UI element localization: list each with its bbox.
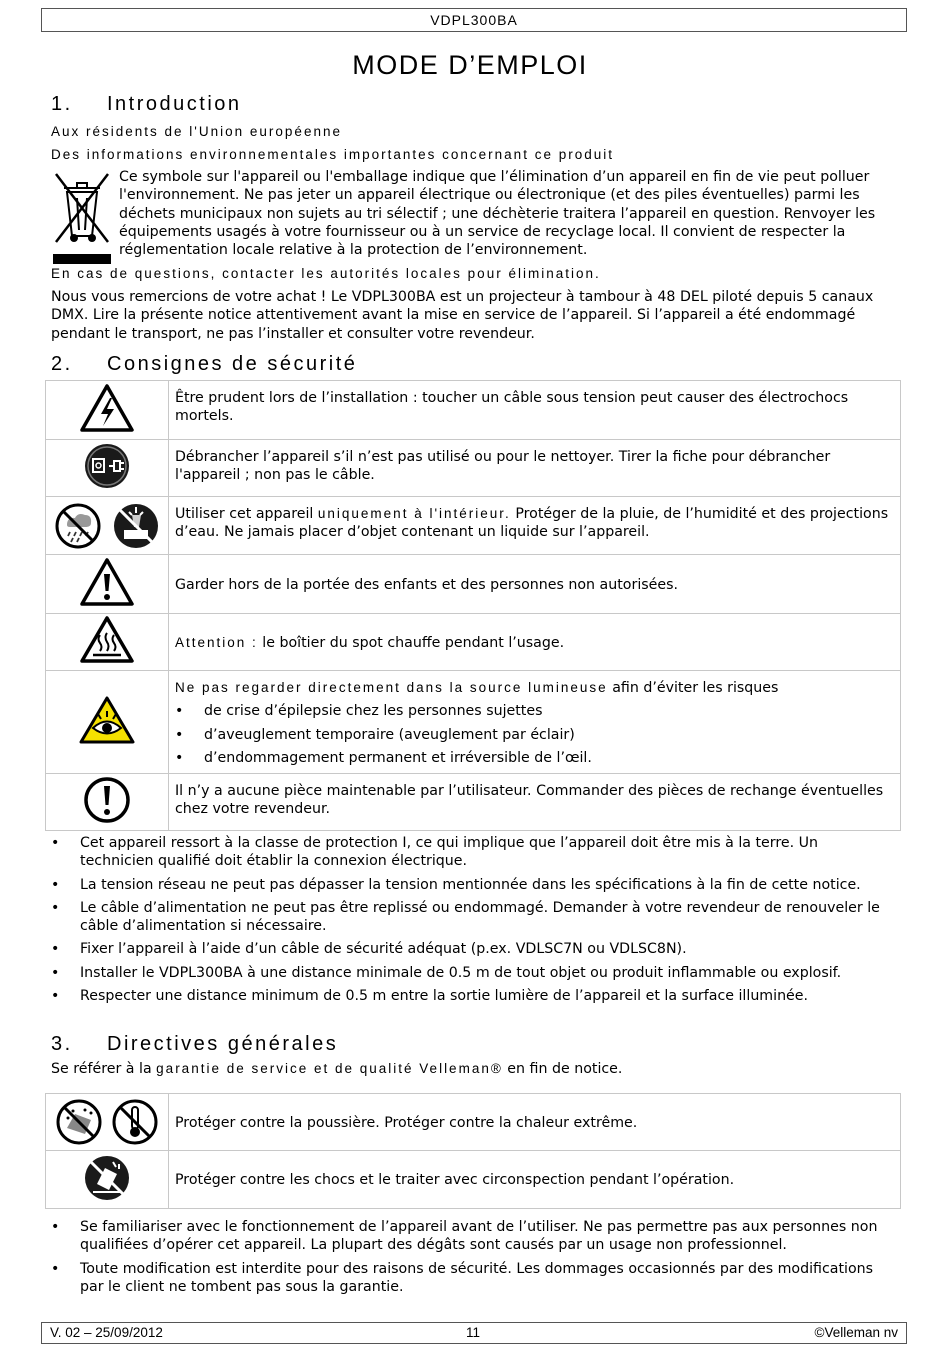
header-model: VDPL300BA: [430, 12, 518, 28]
safety-row: [46, 381, 901, 440]
general-icon-cell: [46, 1094, 169, 1151]
safety-text-part: afin d’éviter les risques: [607, 680, 779, 696]
no-rain-icon: [54, 502, 102, 550]
list-item: • Cet appareil ressort à la classe de protection I, ce qui implique que l’appareil doit être mis à la terre. Un technicien qualifié doit établir la connexion électrique.: [51, 834, 891, 871]
list-item: • Toute modification est interdite pour des raisons de sécurité. Les dommages occasionnés par des modifications par le client ne tombent pas sous la garantie.: [51, 1260, 891, 1297]
safety-icon-cell: [46, 614, 169, 671]
page-header: [41, 8, 907, 32]
safety-row: [46, 671, 901, 774]
waste-disposal-text: Ce symbole sur l'appareil ou l'emballage indique que l’élimination d’un appareil en fin de vie peut polluer l'environnement. Ne pas jeter un appareil électrique ou électronique (et des piles éventuelles) parmi les déchets municipaux non sujets au tri sélectif ; une déchèterie traitera l’appareil en question. Renvoyer les équipements usagés à votre fournisseur ou à un service de recyclage local. Il convient de respecter la réglementation locale relative à la protection de l’environnement.: [119, 169, 876, 259]
safety-text-cell: Garder hors de la portée des enfants et des personnes non autorisées.: [169, 555, 901, 614]
exclamation-circle-icon: [82, 775, 132, 825]
no-liquid-icon: [112, 502, 160, 550]
safety-row: [46, 497, 901, 555]
safety-text-cell: [169, 614, 901, 671]
safety-table: [45, 380, 901, 831]
safety-text-cell: Débrancher l’appareil s’il n’est pas utilisé ou pour le nettoyer. Tirer la fiche pour débrancher l'appareil ; non pas le câble.: [169, 440, 901, 497]
safety-text-cell: Être prudent lors de l’installation : toucher un câble sous tension peut causer des électrochocs mortels.: [169, 381, 901, 440]
safety-text-part: Protéger de la pluie, de l’humidité et des projections d’eau. Ne jamais placer d’objet contenant un liquide sur l’appareil.: [175, 506, 889, 541]
safety-icon-cell: [46, 497, 169, 555]
safety-icon-cell: [46, 774, 169, 831]
list-item: • d’aveuglement temporaire (aveuglement par éclair): [175, 726, 894, 744]
page-title: MODE D’EMPLOI: [352, 50, 588, 80]
no-shock-icon: [83, 1154, 131, 1202]
eye-risk-list: [175, 702, 894, 767]
list-item: • d’endommagement permanent et irréversible de l’œil.: [175, 749, 894, 767]
safety-icon-cell: [46, 671, 169, 774]
no-heat-icon: [111, 1098, 159, 1146]
section-title: Consignes de sécurité: [107, 353, 358, 375]
safety-row: [46, 555, 901, 614]
list-item: • Se familiariser avec le fonctionnement de l’appareil avant de l’utiliser. Ne pas permettre pas aux personnes non qualifiées d’opérer cet appareil. La plupart des dégâts sont causés par un usage non professionnel.: [51, 1218, 891, 1255]
list-item: • de crise d’épilepsie chez les personnes sujettes: [175, 702, 894, 720]
list-item: • La tension réseau ne peut pas dépasser la tension mentionnée dans les spécifications à la fin de cette notice.: [51, 876, 891, 894]
list-item: • Fixer l’appareil à l’aide d’un câble de sécurité adéquat (p.ex. VDLSC7N ou VDLSC8N).: [51, 940, 891, 958]
no-dust-icon: [55, 1098, 103, 1146]
eye-warning-emphasis: Ne pas regarder directement dans la source lumineuse: [175, 680, 608, 695]
safety-text-cell: [169, 497, 901, 555]
safety-text-cell: Il n’y a aucune pièce maintenable par l’utilisateur. Commander des pièces de rechange éventuelles chez votre revendeur.: [169, 774, 901, 831]
section-number: 2.: [51, 353, 73, 375]
general-text-cell: Protéger contre la poussière. Protéger contre la chaleur extrême.: [169, 1094, 901, 1151]
warranty-reference: [51, 1061, 622, 1077]
safety-text-part: le boîtier du spot chauffe pendant l’usage.: [257, 634, 565, 651]
section-title: Introduction: [107, 93, 242, 115]
footer-version: V. 02 – 25/09/2012: [50, 1325, 163, 1340]
safety-icon-cell: [46, 381, 169, 440]
questions-text: En cas de questions, contacter les autorités locales pour élimination.: [51, 266, 601, 281]
section-heading-introduction: [51, 93, 242, 116]
text-part: en fin de notice.: [502, 1061, 623, 1077]
hot-surface-icon: [79, 615, 135, 665]
eye-hazard-icon: [79, 695, 135, 745]
safety-row: [46, 614, 901, 671]
footer-page-number: 11: [466, 1325, 481, 1340]
text-part: Se référer à la: [51, 1061, 157, 1077]
section-number: 1.: [51, 93, 73, 115]
list-item: • Installer le VDPL300BA à une distance minimale de 0.5 m de tout objet ou produit inflammable ou explosif.: [51, 964, 891, 982]
safety-text-cell: [169, 671, 901, 774]
eu-residents-label: Aux résidents de l'Union européenne: [51, 124, 342, 139]
section-heading-safety: [51, 353, 357, 376]
indoor-only-emphasis: uniquement à l'intérieur.: [317, 506, 511, 521]
general-text-cell: Protéger contre les chocs et le traiter avec circonspection pendant l’opération.: [169, 1151, 901, 1209]
warranty-emphasis: garantie de service et de qualité Velleman®: [156, 1061, 503, 1076]
general-bullet-list: [51, 1218, 891, 1296]
section-heading-general: [51, 1033, 338, 1056]
general-row: [46, 1094, 901, 1151]
safety-row: [46, 440, 901, 497]
section-title: Directives générales: [107, 1033, 339, 1055]
footer-copyright: ©Velleman nv: [814, 1325, 898, 1340]
general-warning-icon: [79, 556, 135, 608]
crossed-bin-icon: [50, 168, 114, 266]
page-footer: [41, 1322, 907, 1344]
env-info-label: Des informations environnementales importantes concernant ce produit: [51, 147, 614, 162]
general-row: [46, 1151, 901, 1209]
safety-icon-cell: [46, 440, 169, 497]
attention-label: Attention :: [175, 634, 258, 650]
section-number: 3.: [51, 1033, 73, 1055]
electric-shock-warning-icon: [79, 382, 135, 434]
list-item: • Le câble d’alimentation ne peut pas être replissé ou endommagé. Demander à votre revendeur de renouveler le câble d’alimentation si nécessaire.: [51, 899, 891, 936]
safety-bullet-list: [51, 834, 891, 1005]
safety-row: [46, 774, 901, 831]
safety-text-part: Utiliser cet appareil: [175, 506, 318, 522]
list-item: • Respecter une distance minimum de 0.5 m entre la sortie lumière de l’appareil et la surface illuminée.: [51, 987, 891, 1005]
unplug-icon: [83, 442, 131, 490]
thanks-paragraph: Nous vous remercions de votre achat ! Le VDPL300BA est un projecteur à tambour à 48 DEL piloté depuis 5 canaux DMX. Lire la présente notice attentivement avant la mise en service de l’appareil. Si l’appareil a été endommagé pendant le transport, ne pas l’installer et consulter votre revendeur.: [51, 289, 874, 342]
general-table: [45, 1093, 901, 1209]
safety-icon-cell: [46, 555, 169, 614]
general-icon-cell: [46, 1151, 169, 1209]
